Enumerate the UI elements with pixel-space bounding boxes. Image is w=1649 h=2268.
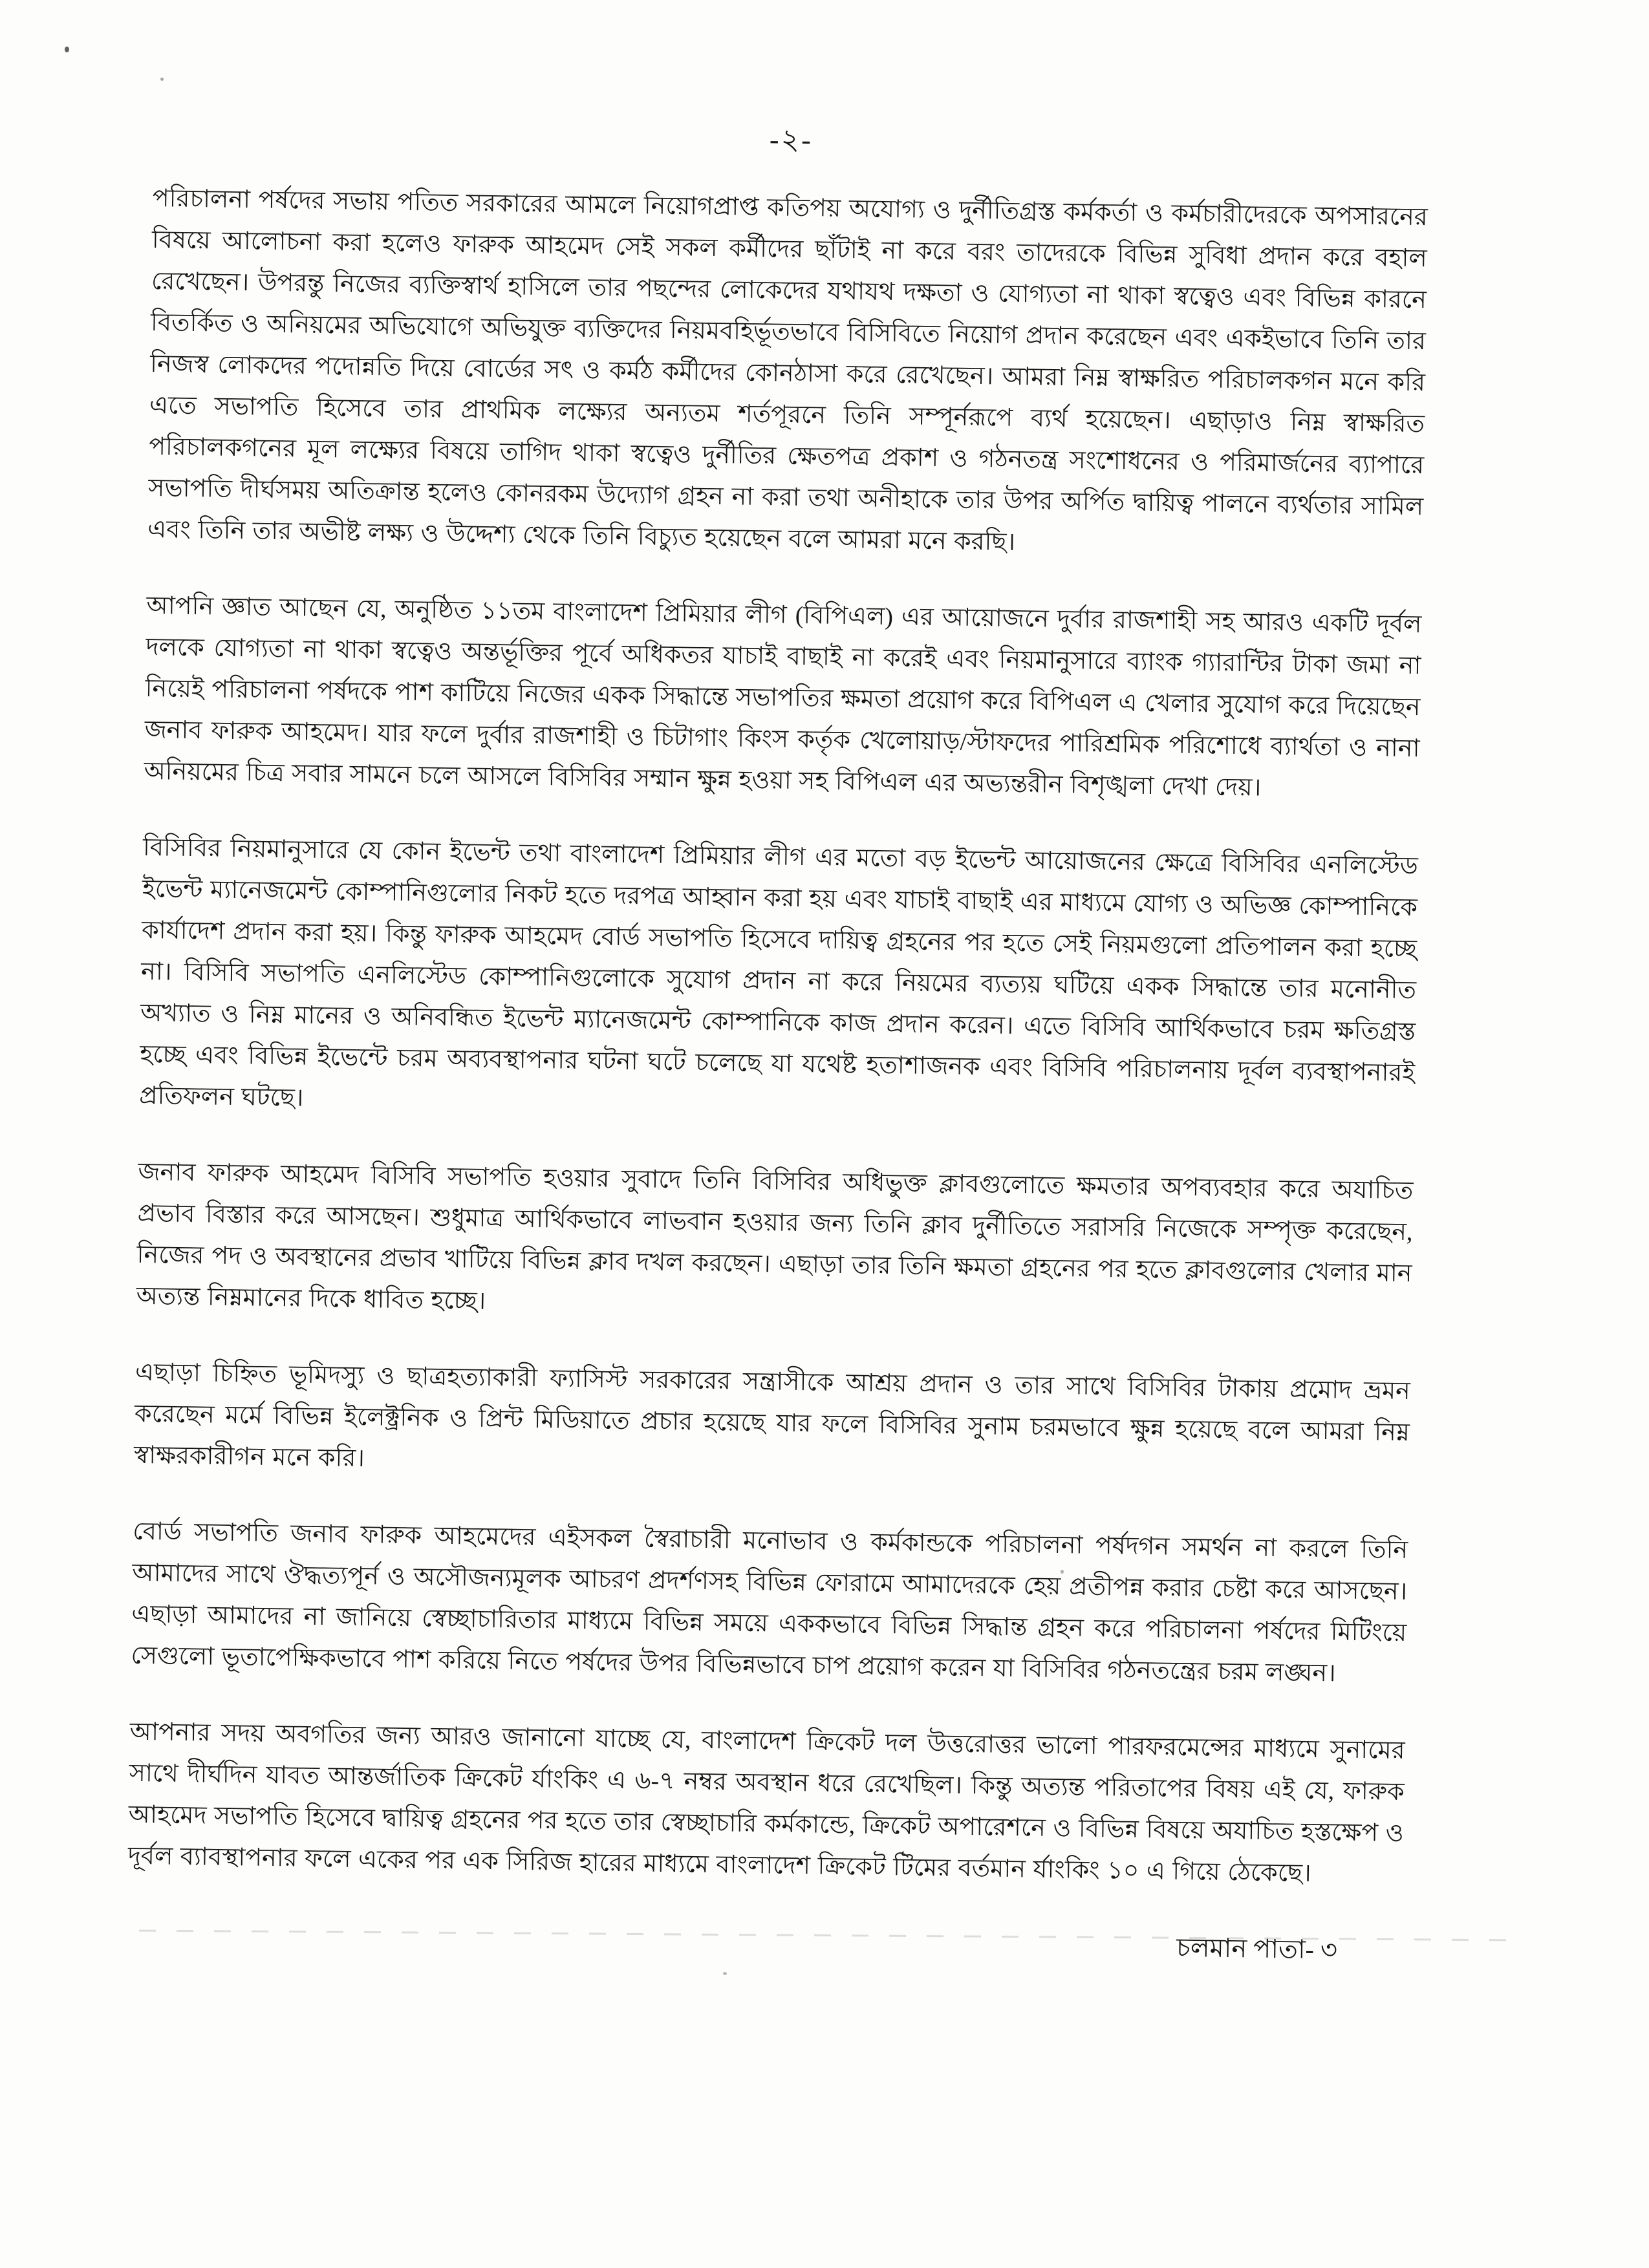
paragraph-bpl-durbar-rajshahi: আপনি জ্ঞাত আছেন যে, অনুষ্ঠিত ১১তম বাংলাদেশ প্রিমিয়ার লীগ (বিপিএল) এর আয়োজনে দুর্বার রাজশাহী সহ আরও একটি দূর্বল দলকে যোগ্যতা না থাকা স্বত্বেও অন্তর্ভূক্তির পূর্বে অধিকতর যাচাই বাছাই না করেই এবং নিয়মানুসারে ব্যাংক গ্যারান্টির টাকা জমা না নিয়েই পরিচালনা পর্ষদকে পাশ কাটিয়ে নিজের একক সিদ্ধান্তে সভাপতির ক্ষমতা প্রয়োগ করে বিপিএল এ খেলার সুযোগ করে দিয়েছেন জনাব ফারুক আহমেদ। যার ফলে দুর্বার রাজশাহী ও চিটাগাং কিংস কর্তৃক খেলোয়াড়/স্টাফদের পারিশ্রমিক পরিশোধে ব্যার্থতা ও নানা অনিয়মের চিত্র সবার সামনে চলে আসলে বিসিবির সম্মান ক্ষুন্ন হওয়া সহ বিপিএল এর অভ্যন্তরীন বিশৃঙ্খলা দেখা দেয়। — [144, 592, 1422, 802]
paragraph-event-management-tender: বিসিবির নিয়মানুসারে যে কোন ইভেন্ট তথা বাংলাদেশ প্রিমিয়ার লীগ এর মতো বড় ইভেন্ট আয়োজনের ক্ষেত্রে বিসিবির এনলিস্টেড ইভেন্ট ম্যানেজমেন্ট কোম্পানিগুলোর নিকট হতে দরপত্র আহ্বান করা হয় এবং যাচাই বাছাই এর মাধ্যমে যোগ্য ও অভিজ্ঞ কোম্পানিকে কার্যাদেশ প্রদান করা হয়। কিন্তু ফারুক আহমেদ বোর্ড সভাপতি হিসেবে দায়িত্ব গ্রহনের পর হতে সেই নিয়মগুলো প্রতিপালন করা হচ্ছে না। বিসিবি সভাপতি এনলিস্টেড কোম্পানিগুলোকে সুযোগ প্রদান না করে নিয়মের ব্যত্যয় ঘটিয়ে একক সিদ্ধান্তে তার মনোনীত অখ্যাত ও নিম্ন মানের ও অনিবন্ধিত ইভেন্ট ম্যানেজমেন্ট কোম্পানিকে কাজ প্রদান করেন। এতে বিসিবি আর্থিকভাবে চরম ক্ষতিগ্রস্ত হচ্ছে এবং বিভিন্ন ইভেন্টে চরম অব্যবস্থাপনার ঘটনা ঘটে চলেছে যা যথেষ্ট হতাশাজনক এবং বিসিবি পরিচালনায় দূর্বল ব্যবস্থাপনারই প্রতিফলন ঘটছে। — [139, 833, 1419, 1112]
paragraph-club-influence-abuse: জনাব ফারুক আহমেদ বিসিবি সভাপতি হওয়ার সুবাদে তিনি বিসিবির অধিভুক্ত ক্লাবগুলোতে ক্ষমতার অপব্যবহার করে অযাচিত প্রভাব বিস্তার করে আসছেন। শুধুমাত্র আর্থিকভাবে লাভবান হওয়ার জন্য তিনি ক্লাব দুর্নীতিতে সরাসরি নিজেকে সম্পৃক্ত করেছেন, নিজের পদ ও অবস্থানের প্রভাব খাটিয়ে বিভিন্ন ক্লাব দখল করছেন। এছাড়া তার তিনি ক্ষমতা গ্রহনের পর হতে ক্লাবগুলোর খেলার মান অত্যন্ত নিম্নমানের দিকে ধাবিত হচ্ছে। — [136, 1158, 1414, 1315]
scan-speck — [160, 78, 164, 81]
paragraph-media-reputation: এছাড়া চিহ্নিত ভূমিদস্যু ও ছাত্রহত্যাকারী ফ্যাসিস্ট সরকারের সন্ত্রাসীকে আশ্রয় প্রদান ও তার সাথে বিসিবির টাকায় প্রমোদ ভ্রমন করেছেন মর্মে বিভিন্ন ইলেক্ট্রনিক ও প্রিন্ট মিডিয়াতে প্রচার হয়েছে যার ফলে বিসিবির সুনাম চরমভাবে ক্ষুন্ন হয়েছে বলে আমরা নিম্ন স্বাক্ষরকারীগন মনে করি। — [133, 1358, 1411, 1473]
paragraph-cricket-ranking-decline: আপনার সদয় অবগতির জন্য আরও জানানো যাচ্ছে যে, বাংলাদেশ ক্রিকেট দল উত্তরোত্তর ভালো পারফরমেন্সের মাধ্যমে সুনামের সাথে দীর্ঘদিন যাবত আন্তর্জাতিক ক্রিকেট র্যাংকিং এ ৬-৭ নম্বর অবস্থান ধরে রেখেছিল। কিন্তু অত্যন্ত পরিতাপের বিষয় এই যে, ফারুক আহমেদ সভাপতি হিসেবে দ্বায়িত্ব গ্রহনের পর হতে তার স্বেচ্ছাচারি কর্মকান্ডে, ক্রিকেট অপারেশনে ও বিভিন্ন বিষয়ে অযাচিত হস্তক্ষেপ ও দূর্বল ব্যাবস্থাপনার ফলে একের পর এক সিরিজ হারের মাধ্যমে বাংলাদেশ ক্রিকেট টিমের বর্তমান র্যাংকিং ১০ এ গিয়ে ঠেকেছে। — [127, 1718, 1405, 1887]
paragraph-removal-of-corrupt-staff: পরিচালনা পর্ষদের সভায় পতিত সরকারের আমলে নিয়োগপ্রাপ্ত কতিপয় অযোগ্য ও দুর্নীতিগ্রস্ত কর্মকর্তা ও কর্মচারীদেরকে অপসারনের বিষয়ে আলোচনা করা হলেও ফারুক আহমেদ সেই সকল কর্মীদের ছাঁটাই না করে বরং তাদেরকে বিভিন্ন সুবিধা প্রদান করে বহাল রেখেছেন। উপরন্তু নিজের ব্যক্তিস্বার্থ হাসিলে তার পছন্দের লোকেদের যথাযথ দক্ষতা ও যোগ্যতা না থাকা স্বত্বেও এবং বিভিন্ন কারনে বিতর্কিত ও অনিয়মের অভিযোগে অভিযুক্ত ব্যক্তিদের নিয়মবহির্ভূতভাবে বিসিবিতে নিয়োগ প্রদান করেছেন এবং একইভাবে তিনি তার নিজস্ব লোকদের পদোন্নতি দিয়ে বোর্ডের সৎ ও কর্মঠ কর্মীদের কোনঠাসা করে রেখেছেন। আমরা নিম্ন স্বাক্ষরিত পরিচালকগন মনে করি এতে সভাপতি হিসেবে তার প্রাথমিক লক্ষ্যের অন্যতম শর্তপূরনে তিনি সম্পূর্নরূপে ব্যর্থ হয়েছেন। এছাড়াও নিম্ন স্বাক্ষরিত পরিচালকগনের মূল লক্ষ্যের বিষয়ে তাগিদ থাকা স্বত্বেও দুর্নীতির ক্ষেতপত্র প্রকাশ ও গঠনতন্ত্র সংশোধনের ও পরিমার্জনের ব্যাপারে সভাপতি দীর্ঘসময় অতিক্রান্ত হলেও কোনরকম উদ্যোগ গ্রহন না করা তথা অনীহাকে তার উপর অর্পিত দ্বায়িত্ব পালনে ব্যর্থতার সামিল এবং তিনি তার অভীষ্ট লক্ষ্য ও উদ্দেশ্য থেকে তিনি বিচ্যুত হয়েছেন বলে আমরা মনে করছি। — [147, 184, 1428, 556]
page-footer-continuation: চলমান পাতা- ৩ — [1176, 1932, 1338, 1965]
scan-speck — [65, 47, 69, 52]
scan-speck — [723, 1972, 727, 1975]
page-number: -২- — [769, 123, 814, 156]
paragraph-autocratic-behaviour: বোর্ড সভাপতি জনাব ফারুক আহমেদের এইসকল স্বৈরাচারী মনোভাব ও কর্মকান্ডকে পরিচালনা পর্ষদগন সমর্থন না করলে তিনি আমাদের সাথে ঔদ্ধত্যপূর্ন ও অসৌজন্যমূলক আচরণ প্রদর্শণসহ বিভিন্ন ফোরামে আমাদেরকে হেয় প্রতীপন্ন করার চেষ্টা করে আসছেন। এছাড়া আমাদের না জানিয়ে স্বেচ্ছাচারিতার মাধ্যমে বিভিন্ন সময়ে এককভাবে বিভিন্ন সিদ্ধান্ত গ্রহন করে পরিচালনা পর্ষদের মিটিংয়ে সেগুলো ভূতাপেক্ষিকভাবে পাশ করিয়ে নিতে পর্ষদের উপর বিভিন্নভাবে চাপ প্রয়োগ করেন যা বিসিবির গঠনতন্ত্রের চরম লঙ্ঘন। — [131, 1517, 1408, 1687]
page-content — [127, 109, 1429, 1974]
